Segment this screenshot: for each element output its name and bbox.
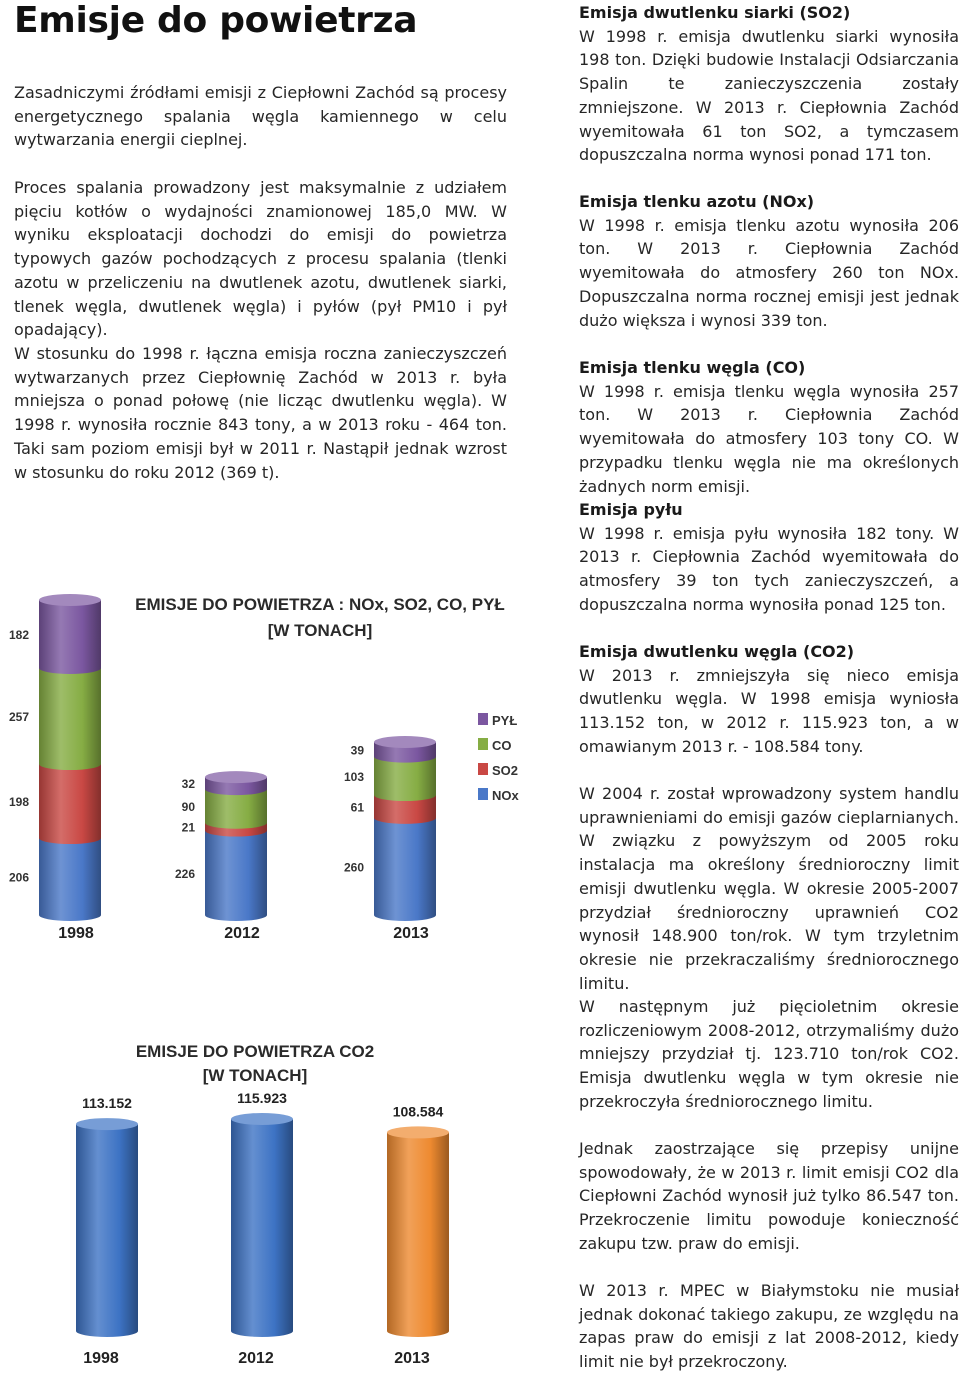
co2-x-tick-2013: 2013: [394, 1350, 430, 1367]
chart2-title-line1: EMISJE DO POWIETRZA CO2: [135, 1042, 375, 1061]
legend-label-CO: CO: [492, 738, 512, 753]
co2-section: [579, 640, 959, 759]
combustion-paragraph: Proces spalania prowadzony jest maksymalnie z udziałem pięciu kotłów o wydajności znamionowej 185,0 MW. W wyniku eksploatacji dochodzi do emisji do powietrza typowych gazów pochodzących z procesu spalania (tlenki azotu w przeliczeniu na dwutlenek azotu, dwutlenek siarki, tlenek węgla, dwutlenek węgla) i pyłów (pył PM10 i pył opadający).: [14, 178, 507, 340]
data-label-2013-CO: 103: [343, 769, 364, 784]
legend-swatch-SO2: [478, 763, 488, 775]
co2-bar-1998: [76, 1124, 138, 1337]
co2-bar-2012-top: [231, 1113, 293, 1125]
so2-heading: Emisja dwutlenku siarki (SO2): [579, 3, 851, 22]
data-label-2012-SO2: 21: [181, 820, 195, 835]
data-label-2012-PYŁ: 32: [181, 777, 195, 792]
stacked-emissions-chart: [0, 575, 560, 945]
co2-bar-1998-top: [76, 1118, 138, 1130]
dust-text: W 1998 r. emisja pyłu wynosiła 182 tony. W 2013 r. Ciepłownia Zachód wyemitowała do atmosfery 39 ton tych zanieczyszczeń, a dopuszczalna norma wynosiła ponad 125 ton.: [579, 523, 959, 614]
data-label-1998-NOx: 206: [8, 870, 29, 885]
nox-section: [579, 190, 959, 332]
data-label-2013-SO2: 61: [350, 800, 364, 815]
co2-emissions-chart: [0, 973, 560, 1373]
data-label-2012-NOx: 226: [174, 866, 195, 881]
so2-section: [579, 1, 959, 167]
bar-2013-PYŁ-top: [374, 736, 436, 748]
co2-value-label-2012: 115.923: [237, 1090, 287, 1106]
bar-1998-NOx: [39, 838, 101, 921]
intro-paragraph: Zasadniczymi źródłami emisji z Ciepłowni Zachód są procesy energetycznego spalania węgla kamiennego w celu wytwarzania energii cieplnej.: [14, 83, 507, 150]
data-label-1998-SO2: 198: [8, 795, 29, 810]
chart1-title-line2: [W TONACH]: [267, 621, 373, 640]
dust-heading: Emisja pyłu: [579, 500, 683, 519]
page-title: Emisje do powietrza: [14, 0, 418, 41]
legend-swatch-CO: [478, 738, 488, 750]
period-2008-2012-paragraph: W następnym już pięcioletnim okresie rozliczeniowym 2008-2012, otrzymaliśmy dużo mniejszy przydział tj. 123.710 ton/rok CO2. Emisja dwutlenku węgla w tym okresie nie przekroczyła średniorocznego limitu.: [579, 997, 959, 1111]
x-tick-2013: 2013: [393, 925, 429, 942]
co-text: W 1998 r. emisja tlenku węgla wynosiła 257 ton. W 2013 r. Ciepłownia Zachód wyemitowała do atmosfery 103 tony CO. W przypadku tlenku węgla nie ma określonych żadnych norm emisji.: [579, 381, 959, 496]
chart1-title-line1: EMISJE DO POWIETRZA : NOx, SO2, CO, PYŁ: [135, 595, 505, 614]
bar-2013-CO: [374, 757, 436, 801]
legend-swatch-PYŁ: [478, 713, 488, 725]
co2-x-tick-2012: 2012: [238, 1350, 274, 1367]
data-label-2012-CO: 90: [181, 799, 195, 814]
legend-label-PYŁ: PYŁ: [492, 713, 518, 728]
co2-bar-2013: [387, 1132, 449, 1337]
x-tick-1998: 1998: [58, 925, 94, 942]
co-heading: Emisja tlenku węgla (CO): [579, 358, 806, 377]
mpec-paragraph: W 2013 r. MPEC w Białymstoku nie musiał jednak dokonać takiego zakupu, ze względu na zapas praw do emisji z lat 2008-2012, kiedy limit nie był przekroczony.: [579, 1281, 959, 1372]
ets-paragraph: W 2004 r. został wprowadzony system handlu uprawnieniami do emisji gazów cieplarnianych. W związku z powyższym od 2005 roku instalacja ma określony średnioroczny limit emisji dwutlenku węgla. W okresie 2005-2007 przydział średnioroczny uprawnień CO2 wynosił 148.900 ton/rok. W tym trzyletnim okresie nie przekraczaliśmy średniorocznego limitu.: [579, 784, 959, 993]
bar-2012-NOx: [205, 831, 267, 921]
bar-2012-PYŁ-top: [205, 771, 267, 783]
limit-2013-paragraph: Jednak zaostrzające się przepisy unijne spowodowały, że w 2013 r. limit emisji CO2 dla Ciepłowni Zachód wynosił już tylko 86.547 ton. Przekroczenie limitu powoduje konieczność zakupu tzw. praw do emisji.: [579, 1139, 959, 1253]
bar-1998-PYŁ-top: [39, 594, 101, 606]
legend-label-NOx: NOx: [492, 788, 519, 803]
data-label-1998-CO: 257: [8, 710, 29, 725]
legend-label-SO2: SO2: [492, 763, 519, 778]
legend-swatch-NOx: [478, 788, 488, 800]
co2-heading: Emisja dwutlenku węgla (CO2): [579, 642, 855, 661]
chart2-title-line2: [W TONACH]: [202, 1066, 308, 1085]
co2-bar-2013-top: [387, 1126, 449, 1138]
bar-2013-NOx: [374, 818, 436, 921]
bar-1998-CO: [39, 668, 101, 770]
nox-text: W 1998 r. emisja tlenku azotu wynosiła 206 ton. W 2013 r. Ciepłownia Zachód wyemitowała do atmosfery 260 ton NOx. Dopuszczalna norma rocznej emisji jest jednak dużo większa i wynosi 339 ton.: [579, 215, 959, 330]
co-section: [579, 356, 959, 498]
bar-1998-SO2: [39, 764, 101, 844]
co2-text: W 2013 r. zmniejszyła się nieco emisja dwutlenku węgla. W 1998 emisja wyniosła 113.152 ton, w 2012 r. 115.923 ton, a w omawianym 2013 r. - 108.584 tony.: [579, 665, 959, 756]
nox-heading: Emisja tlenku azotu (NOx): [579, 192, 815, 211]
data-label-2013-NOx: 260: [343, 860, 364, 875]
total-emission-paragraph: W stosunku do 1998 r. łączna emisja roczna zanieczyszczeń wytwarzanych przez Ciepłownię Zachód w 2013 r. była mniejsza o ponad połowę (nie licząc dwutlenku węgla). W 1998 r. wynosiła rocznie 843 tony, a w 2013 roku - 464 ton. Taki sam poziom emisji był w 2011 r. Nastąpił jednak wzrost w stosunku do roku 2012 (369 t).: [14, 344, 507, 482]
data-label-1998-PYŁ: 182: [8, 628, 29, 643]
co2-bar-2012: [231, 1119, 293, 1337]
co2-value-label-1998: 113.152: [82, 1095, 132, 1112]
bar-1998-PYŁ: [39, 600, 101, 674]
data-label-2013-PYŁ: 39: [350, 743, 364, 758]
co2-value-label-2013: 108.584: [392, 1103, 444, 1120]
dust-section: [579, 498, 959, 617]
so2-text: W 1998 r. emisja dwutlenku siarki wynosiła 198 ton. Dzięki budowie Instalacji Odsiarczania Spalin te zanieczyszczenia zostały zmniejszone. W 2013 r. Ciepłownia Zachód wyemitowała 61 ton SO2, a tymczasem dopuszczalna norma wynosi ponad 171 ton.: [579, 26, 959, 165]
co2-x-tick-1998: 1998: [83, 1350, 119, 1367]
x-tick-2012: 2012: [224, 925, 260, 942]
